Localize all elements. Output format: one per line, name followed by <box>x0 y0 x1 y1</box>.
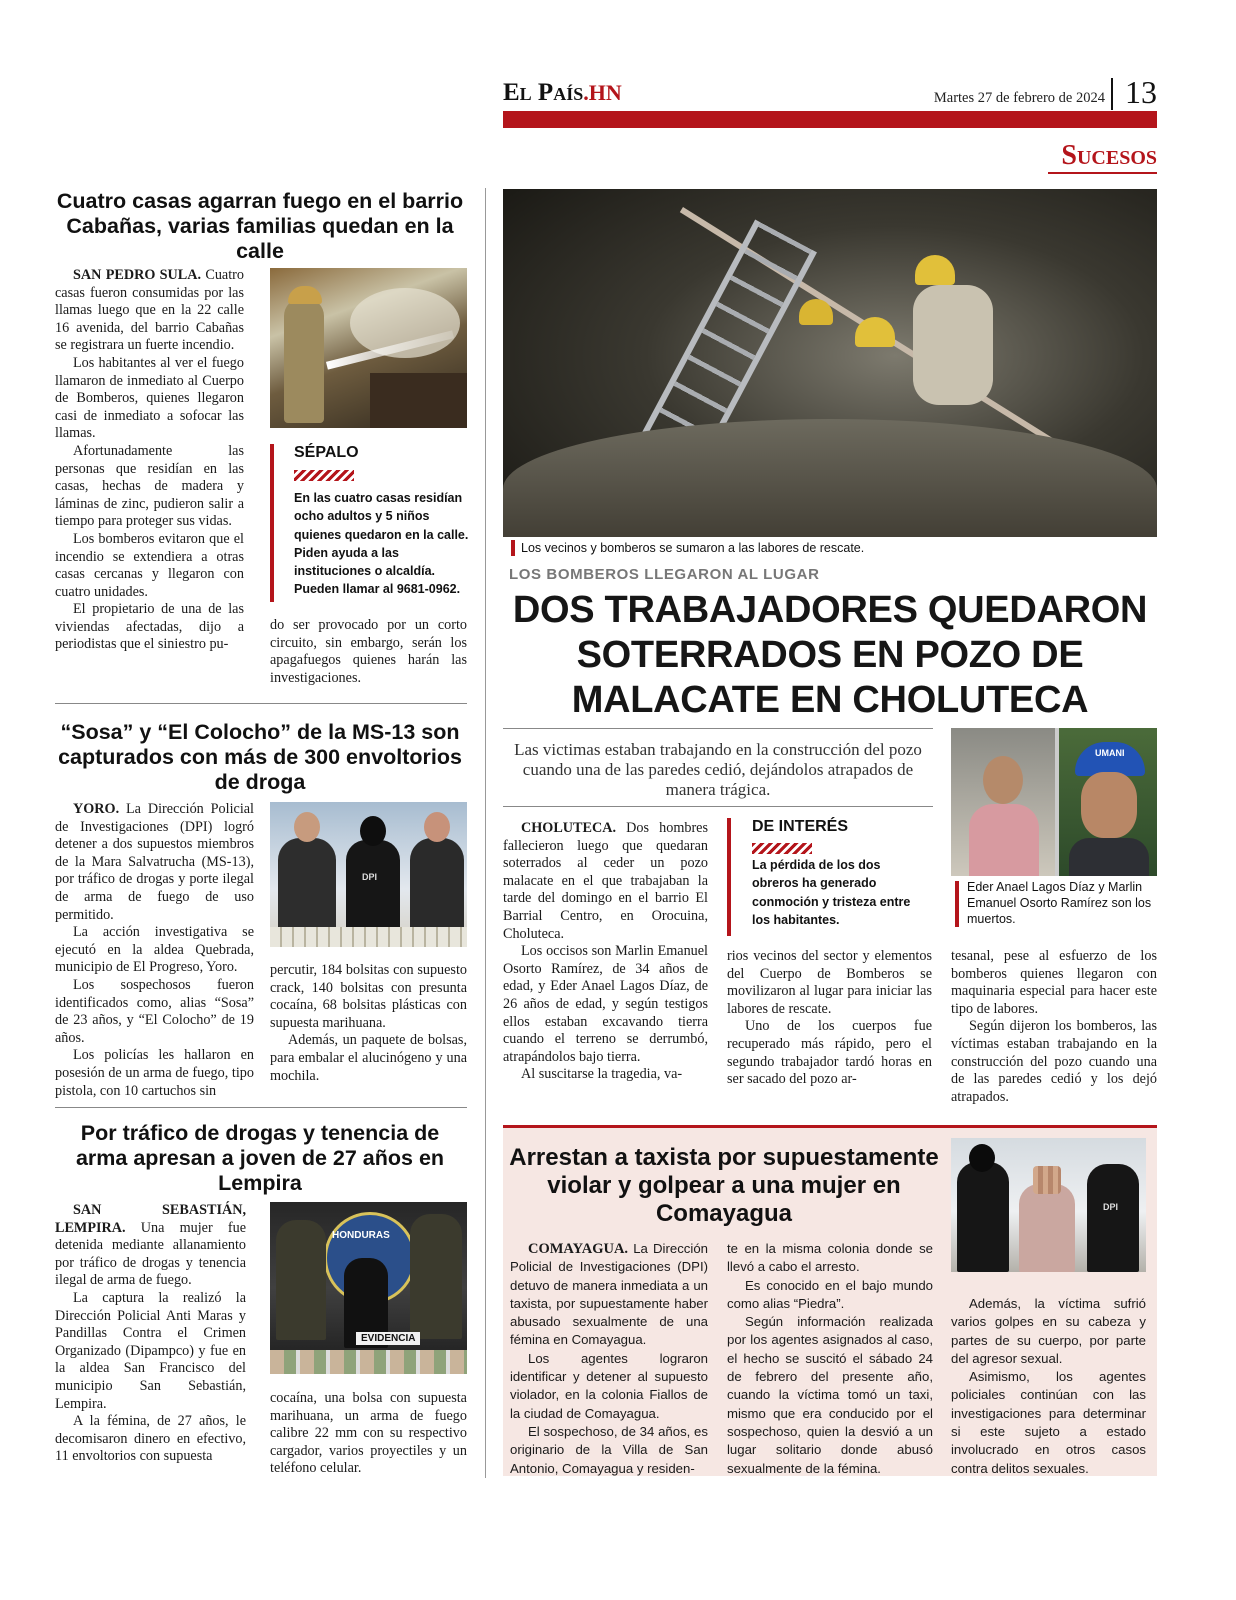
dpi-arrest-photo <box>270 802 467 947</box>
sepalo-box <box>270 444 467 604</box>
story1-para2: Los habitantes al ver el fuego llamaron de inmediato al Cuerpo de Bomberos, quienes llegaron casi de inmediato a sofocar las llamas. <box>55 354 244 442</box>
rescue-photo <box>503 189 1157 559</box>
portrait-right-face <box>1081 772 1137 838</box>
page-number: 13 <box>1125 74 1157 110</box>
brand-suffix: .HN <box>583 80 622 105</box>
story1-col1 <box>55 267 244 654</box>
story2-headline: “Sosa” y “El Colocho” de la MS-13 son capturados con más de 300 envoltorios de droga <box>58 720 462 794</box>
helmet-3 <box>799 299 833 325</box>
deck-top-rule <box>503 728 933 729</box>
de-interes-hatch <box>752 843 812 854</box>
victims-portraits <box>951 728 1157 876</box>
sepalo-bar <box>270 444 274 602</box>
story3-para3: A la fémina, de 27 años, le decomisaron dinero en efectivo, 11 envoltorios con supuesta <box>55 1413 246 1465</box>
section-title: Sucesos <box>1061 140 1157 171</box>
fire-photo <box>270 268 467 428</box>
story1-dateline: SAN PEDRO SULA. <box>73 267 202 283</box>
story4-col3-para1: Además, la víctima sufrió varios golpes en su cabeza y partes de su cuerpo, por parte del agresor sexual. <box>951 1296 1146 1366</box>
story3-headline: Por tráfico de drogas y tenencia de arma apresan a joven de 27 años en Lempira <box>75 1121 445 1195</box>
rescuer-body <box>913 285 993 405</box>
story2-col2 <box>270 962 467 1085</box>
story3-dateline: SAN SEBASTIÁN, LEMPIRA. <box>55 1202 246 1236</box>
agent-right <box>410 1214 462 1339</box>
story4-col1 <box>510 1240 708 1478</box>
suspect-taxi-driver <box>1019 1184 1075 1272</box>
suspect-head-blur <box>1033 1166 1061 1194</box>
brand-name: El País <box>503 79 584 106</box>
helmet-1 <box>915 255 955 285</box>
story2-para2: La acción investigativa se ejecutó en la aldea Quebrada, municipio de El Progreso, Yoro. <box>55 924 254 976</box>
main-kicker: LOS BOMBEROS LLEGARON AL LUGAR <box>509 566 820 583</box>
story4-dateline: COMAYAGUA. <box>528 1241 629 1257</box>
section-underline <box>1048 172 1157 174</box>
story4-col2-para1: te en la misma colonia donde se llevó a cabo el arresto. <box>727 1241 933 1275</box>
main-col3 <box>951 948 1157 1106</box>
deck-bottom-rule <box>503 806 933 807</box>
dipampco-photo <box>270 1202 467 1374</box>
story4-para1-text: La Dirección Policial de Investigaciones (DPI) detuvo de manera inmediata a un taxista, por supuestamente haber abusado sexualmente de una fémina en Comayagua. <box>510 1241 708 1348</box>
story1-bottom-rule <box>55 703 467 704</box>
suspect-right-head <box>424 812 450 842</box>
story4-col2 <box>727 1240 933 1478</box>
portrait-right-cap-text: UMANI <box>1095 748 1125 758</box>
de-interes-title: DE INTERÉS <box>752 818 849 835</box>
story2-para4: Los policías les hallaron en posesión de un arma de fuego, tipo pistola, con 10 cartuchos sin <box>55 1047 254 1099</box>
main-para1-text: Dos hombres fallecieron luego que quedaran soterrados al ceder un pozo malacate en el que trabajaban la tarde del domingo en el barrio El Barrial Centro, en Orocuina, Choluteca. <box>503 820 708 942</box>
story2-dateline: YORO. <box>73 801 120 817</box>
story1-para1 <box>55 267 244 355</box>
masthead-red-bar <box>503 111 1157 128</box>
story3-para2: La captura la realizó la Dirección Policial Anti Maras y Pandillas Contra el Crimen Organizado (Dipampco) y fue en la aldea San Francisco del municipio San Sebastián, Lempira. <box>55 1289 246 1412</box>
portrait-left <box>951 728 1055 876</box>
rescue-photo-caption: Los vecinos y bomberos se sumaron a las labores de rescate. <box>521 541 865 555</box>
issue-date: Martes 27 de febrero de 2024 <box>933 90 1105 106</box>
portrait-left-head <box>983 756 1023 804</box>
suspect-left <box>278 838 336 938</box>
story2-para1 <box>55 801 254 924</box>
burning-debris <box>370 373 467 428</box>
story4-col2-para2: Es conocido en el bajo mundo como alias “Piedra”. <box>727 1277 933 1311</box>
masthead <box>503 76 1157 128</box>
main-col2-para2: Uno de los cuerpos fue recuperado más rápido, pero el segundo trabajador tardó horas en ser sacado del pozo ar- <box>727 1018 932 1088</box>
agent-left <box>276 1220 326 1340</box>
evidence-table <box>270 927 467 947</box>
sepalo-text: En las cuatro casas residían ocho adultos y 5 niños quienes quedaron en la calle. Piden ayuda a las instituciones o alcaldía. Pueden llamar al 9681-0962. <box>294 491 469 597</box>
evidence-money <box>270 1350 467 1374</box>
main-para1 <box>503 820 708 943</box>
story3-col2: cocaína, una bolsa con supuesta marihuana, un arma de fuego calibre 22 mm con su respectivo cargador, varios proyectiles y un teléfono celular. <box>270 1390 467 1477</box>
sepalo-hatch <box>294 470 354 481</box>
evidence-sign: EVIDENCIA <box>356 1332 420 1345</box>
story4-para1 <box>510 1240 708 1350</box>
agent-balaclava <box>360 816 386 846</box>
main-headline: DOS TRABAJADORES QUEDARON SOTERRADOS EN POZO DE MALACATE EN CHOLUTECA <box>512 589 1148 721</box>
main-col2 <box>727 948 932 1089</box>
main-col3-para2: Según dijeron los bomberos, las víctimas estaban trabajando en la construcción del pozo cuando una de las paredes cedió y los dejó atrapados. <box>951 1018 1157 1105</box>
story1-col2: do ser provocado por un corto circuito, sin embargo, serán los apagafuegos quienes harán las investigaciones. <box>270 617 467 686</box>
story4-col2-para3: Según información realizada por los agentes asignados al caso, el hecho se suscitó el sábado 24 de febrero del presente año, cuando la víctima tomó un taxi, mismo que era conducido por el sospechoso, quien la desvió a un lugar solitario donde abusó sexualmente de la fémina. <box>727 1314 933 1476</box>
main-para2: Los occisos son Marlin Emanuel Osorto Ramírez, de 34 años de edad, y Eder Anael Lagos Díaz, de 26 años de edad, y según testigos ellos estaban excavando tierra cuando el terreno se derrumbó, atrapándolos bajo tierra. <box>503 943 708 1065</box>
de-interes-bar <box>727 818 731 936</box>
story3-para1-text: Una mujer fue detenida mediante allanamiento por tráfico de drogas y tenencia ilegal de arma de fuego. <box>55 1219 246 1289</box>
helmet-2 <box>855 317 895 347</box>
story4-col3-para2: Asimismo, los agentes policiales continúan con las investigaciones para determinar si este sujeto a estado involucrado en otros casos contra delitos sexuales. <box>951 1369 1146 1476</box>
story2-col1 <box>55 801 254 1100</box>
story1-para1-text: Cuatro casas fueron consumidas por las llamas luego que en la 22 calle 16 avenida, del barrio Cabañas se registrara un fuerte incendio. <box>55 267 244 354</box>
story3-col1 <box>55 1202 246 1466</box>
suspect-right <box>410 838 464 938</box>
main-para3: Al suscitarse la tragedia, va- <box>521 1066 683 1083</box>
firefighter-helmet <box>288 286 322 304</box>
story1-para3: Afortunadamente las personas que residían en las casas, hechas de madera y láminas de zinc, pudieron salir a tiempo para proteger sus vidas. <box>55 442 244 530</box>
de-interes-box <box>727 818 937 938</box>
taxi-arrest-photo <box>951 1138 1146 1272</box>
agent-center <box>346 840 400 940</box>
portrait-caption: Eder Anael Lagos Díaz y Marlin Emanuel Osorto Ramírez son los muertos. <box>967 880 1152 926</box>
main-col3-para1: tesanal, pese al esfuerzo de los bomberos quienes llegaron con maquinaria especial para hacer este tipo de labores. <box>951 948 1157 1017</box>
portrait-caption-marker <box>955 881 959 927</box>
story1-headline: Cuatro casas agarran fuego en el barrio Cabañas, varias familias quedan en la calle <box>56 189 464 263</box>
agent-right-4 <box>1087 1164 1139 1272</box>
story2-col2-para2: Además, un paquete de bolsas, para embalar el alucinógeno y una mochila. <box>270 1032 467 1084</box>
caption-marker <box>511 540 515 556</box>
story4-para2: Los agentes lograron identificar y detener al supuesto violador, en la colonia Fiallos de la ciudad de Comayagua. <box>510 1350 708 1421</box>
agent-left-4 <box>957 1162 1009 1272</box>
column-divider <box>485 188 486 1478</box>
portrait-right <box>1059 728 1157 876</box>
story4-col3 <box>951 1295 1146 1478</box>
story2-bottom-rule <box>55 1107 467 1108</box>
agent-left-balaclava <box>969 1144 995 1172</box>
story2-para3: Los sospechosos fueron identificados como, alias “Sosa” de 23 años, y “El Colocho” de 19 años. <box>55 976 254 1046</box>
brand-logo <box>503 79 622 107</box>
de-interes-text: La pérdida de los dos obreros ha generado conmoción y tristeza entre los habitantes. <box>752 858 911 927</box>
firefighter-figure <box>284 298 324 423</box>
sepalo-title: SÉPALO <box>294 444 359 461</box>
portrait-right-shirt <box>1069 838 1149 876</box>
main-col1 <box>503 820 708 1084</box>
story2-para1-text: La Dirección Policial de Investigaciones (DPI) logró detener a dos supuestos miembros de la Mara Salvatrucha (MS-13), por tráfico de drogas y porte ilegal de arma de fuego de uso permitido. <box>55 801 255 923</box>
story2-col2-para1: percutir, 184 bolsitas con supuesto crack, 140 bolsitas con presunta cocaína, 68 bolsitas plásticas con supuesta marihuana. <box>270 962 467 1031</box>
main-deck: Las victimas estaban trabajando en la construcción del pozo cuando una de las paredes cedió, dejándolos atrapados de manera trágica. <box>514 740 922 799</box>
story1-para5: El propietario de una de las viviendas afectadas, dijo a periodistas que el siniestro pu- <box>55 601 244 653</box>
agent-right-vest-label: DPI <box>1103 1202 1119 1212</box>
story4-headline: Arrestan a taxista por supuestamente violar y golpear a una mujer en Comayagua <box>509 1144 939 1227</box>
suspect-left-head <box>294 812 320 842</box>
masthead-divider <box>1111 78 1113 110</box>
seal-banner: HONDURAS <box>332 1230 390 1241</box>
main-col2-para1: rios vecinos del sector y elementos del Cuerpo de Bomberos se movilizaron al lugar para iniciar las labores de rescate. <box>727 948 932 1017</box>
story4-para3: El sospechoso, de 34 años, es originario de la Villa de San Antonio, Comayagua y residen- <box>510 1423 708 1476</box>
agent-vest-label: DPI <box>362 872 378 882</box>
main-dateline: CHOLUTECA. <box>521 820 616 836</box>
portrait-left-shirt <box>969 804 1039 876</box>
story3-para1 <box>55 1202 246 1290</box>
story1-para4: Los bomberos evitaron que el incendio se extendiera a otras casas cercanas y llegaron con cuatro unidades. <box>55 530 244 600</box>
